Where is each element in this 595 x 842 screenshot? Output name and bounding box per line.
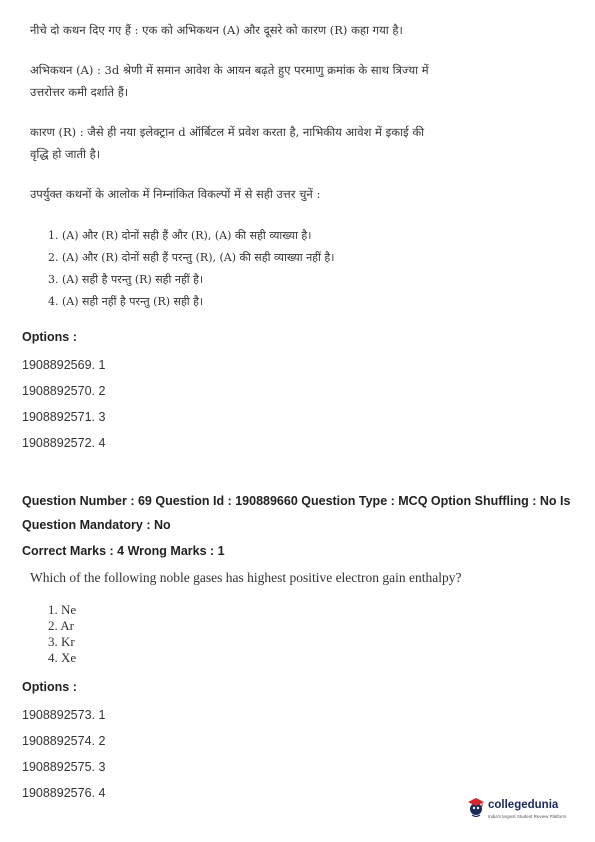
option-id-4: 1908892572. 4 <box>22 436 106 450</box>
assertion-line-2: उत्तरोत्तर कमी दर्शाते हैं। <box>30 85 129 99</box>
choice-3: 3. Kr <box>48 634 75 649</box>
choice-4: 4. Xe <box>48 650 77 665</box>
question-meta-line-2: Question Mandatory : No <box>22 518 171 532</box>
option-id-1: 1908892569. 1 <box>22 358 106 372</box>
assertion-line-1: अभिकथन (A) : 3d श्रेणी में समान आवेश के आयन बढ़ते हुए परमाणु क्रमांक के साथ त्रिज्या में <box>30 63 429 77</box>
option-id-8: 1908892576. 4 <box>22 786 106 800</box>
choice-2: 2. Ar <box>48 618 74 633</box>
reason-line-1: कारण (R) : जैसे ही नया इलेक्ट्रान d ऑर्बिटल में प्रवेश करता है, नाभिकीय आवेश में इकाई की <box>30 125 425 139</box>
option-id-3: 1908892571. 3 <box>22 410 106 424</box>
option-id-2: 1908892570. 2 <box>22 384 106 398</box>
hindi-intro: नीचे दो कथन दिए गए हैं : एक को अभिकथन (A) और दूसरे को कारण (R) कहा गया है। <box>30 23 403 37</box>
graduate-icon <box>466 797 486 819</box>
question-meta-line-1: Question Number : 69 Question Id : 190889660 Question Type : MCQ Option Shuffling : No Is <box>22 494 571 508</box>
question-text: Which of the following noble gases has highest positive electron gain enthalpy? <box>30 570 462 585</box>
hindi-instruction: उपर्युक्त कथनों के आलोक में निम्नांकित विकल्पों में से सही उत्तर चुनें : <box>30 187 321 201</box>
options-heading-1: Options : <box>22 330 77 344</box>
question-marks: Correct Marks : 4 Wrong Marks : 1 <box>22 544 225 558</box>
option-id-7: 1908892575. 3 <box>22 760 106 774</box>
logo-tagline: India's largest Student Review Platform <box>488 814 567 819</box>
collegedunia-logo <box>466 795 576 825</box>
option-id-5: 1908892573. 1 <box>22 708 106 722</box>
reason-line-2: वृद्धि हो जाती है। <box>30 147 101 161</box>
hindi-choice-3: 3. (A) सही है परन्तु (R) सही नहीं है। <box>48 273 204 286</box>
logo-brand: collegedunia <box>488 799 559 811</box>
hindi-choice-1: 1. (A) और (R) दोनों सही हैं और (R), (A) की सही व्याख्या है। <box>48 229 312 242</box>
hindi-choice-2: 2. (A) और (R) दोनों सही हैं परन्तु (R), (A) की सही व्याख्या नहीं है। <box>48 251 335 264</box>
hindi-choice-4: 4. (A) सही नहीं है परन्तु (R) सही है। <box>48 295 204 308</box>
option-id-6: 1908892574. 2 <box>22 734 106 748</box>
options-heading-2: Options : <box>22 680 77 694</box>
choice-1: 1. Ne <box>48 602 77 617</box>
